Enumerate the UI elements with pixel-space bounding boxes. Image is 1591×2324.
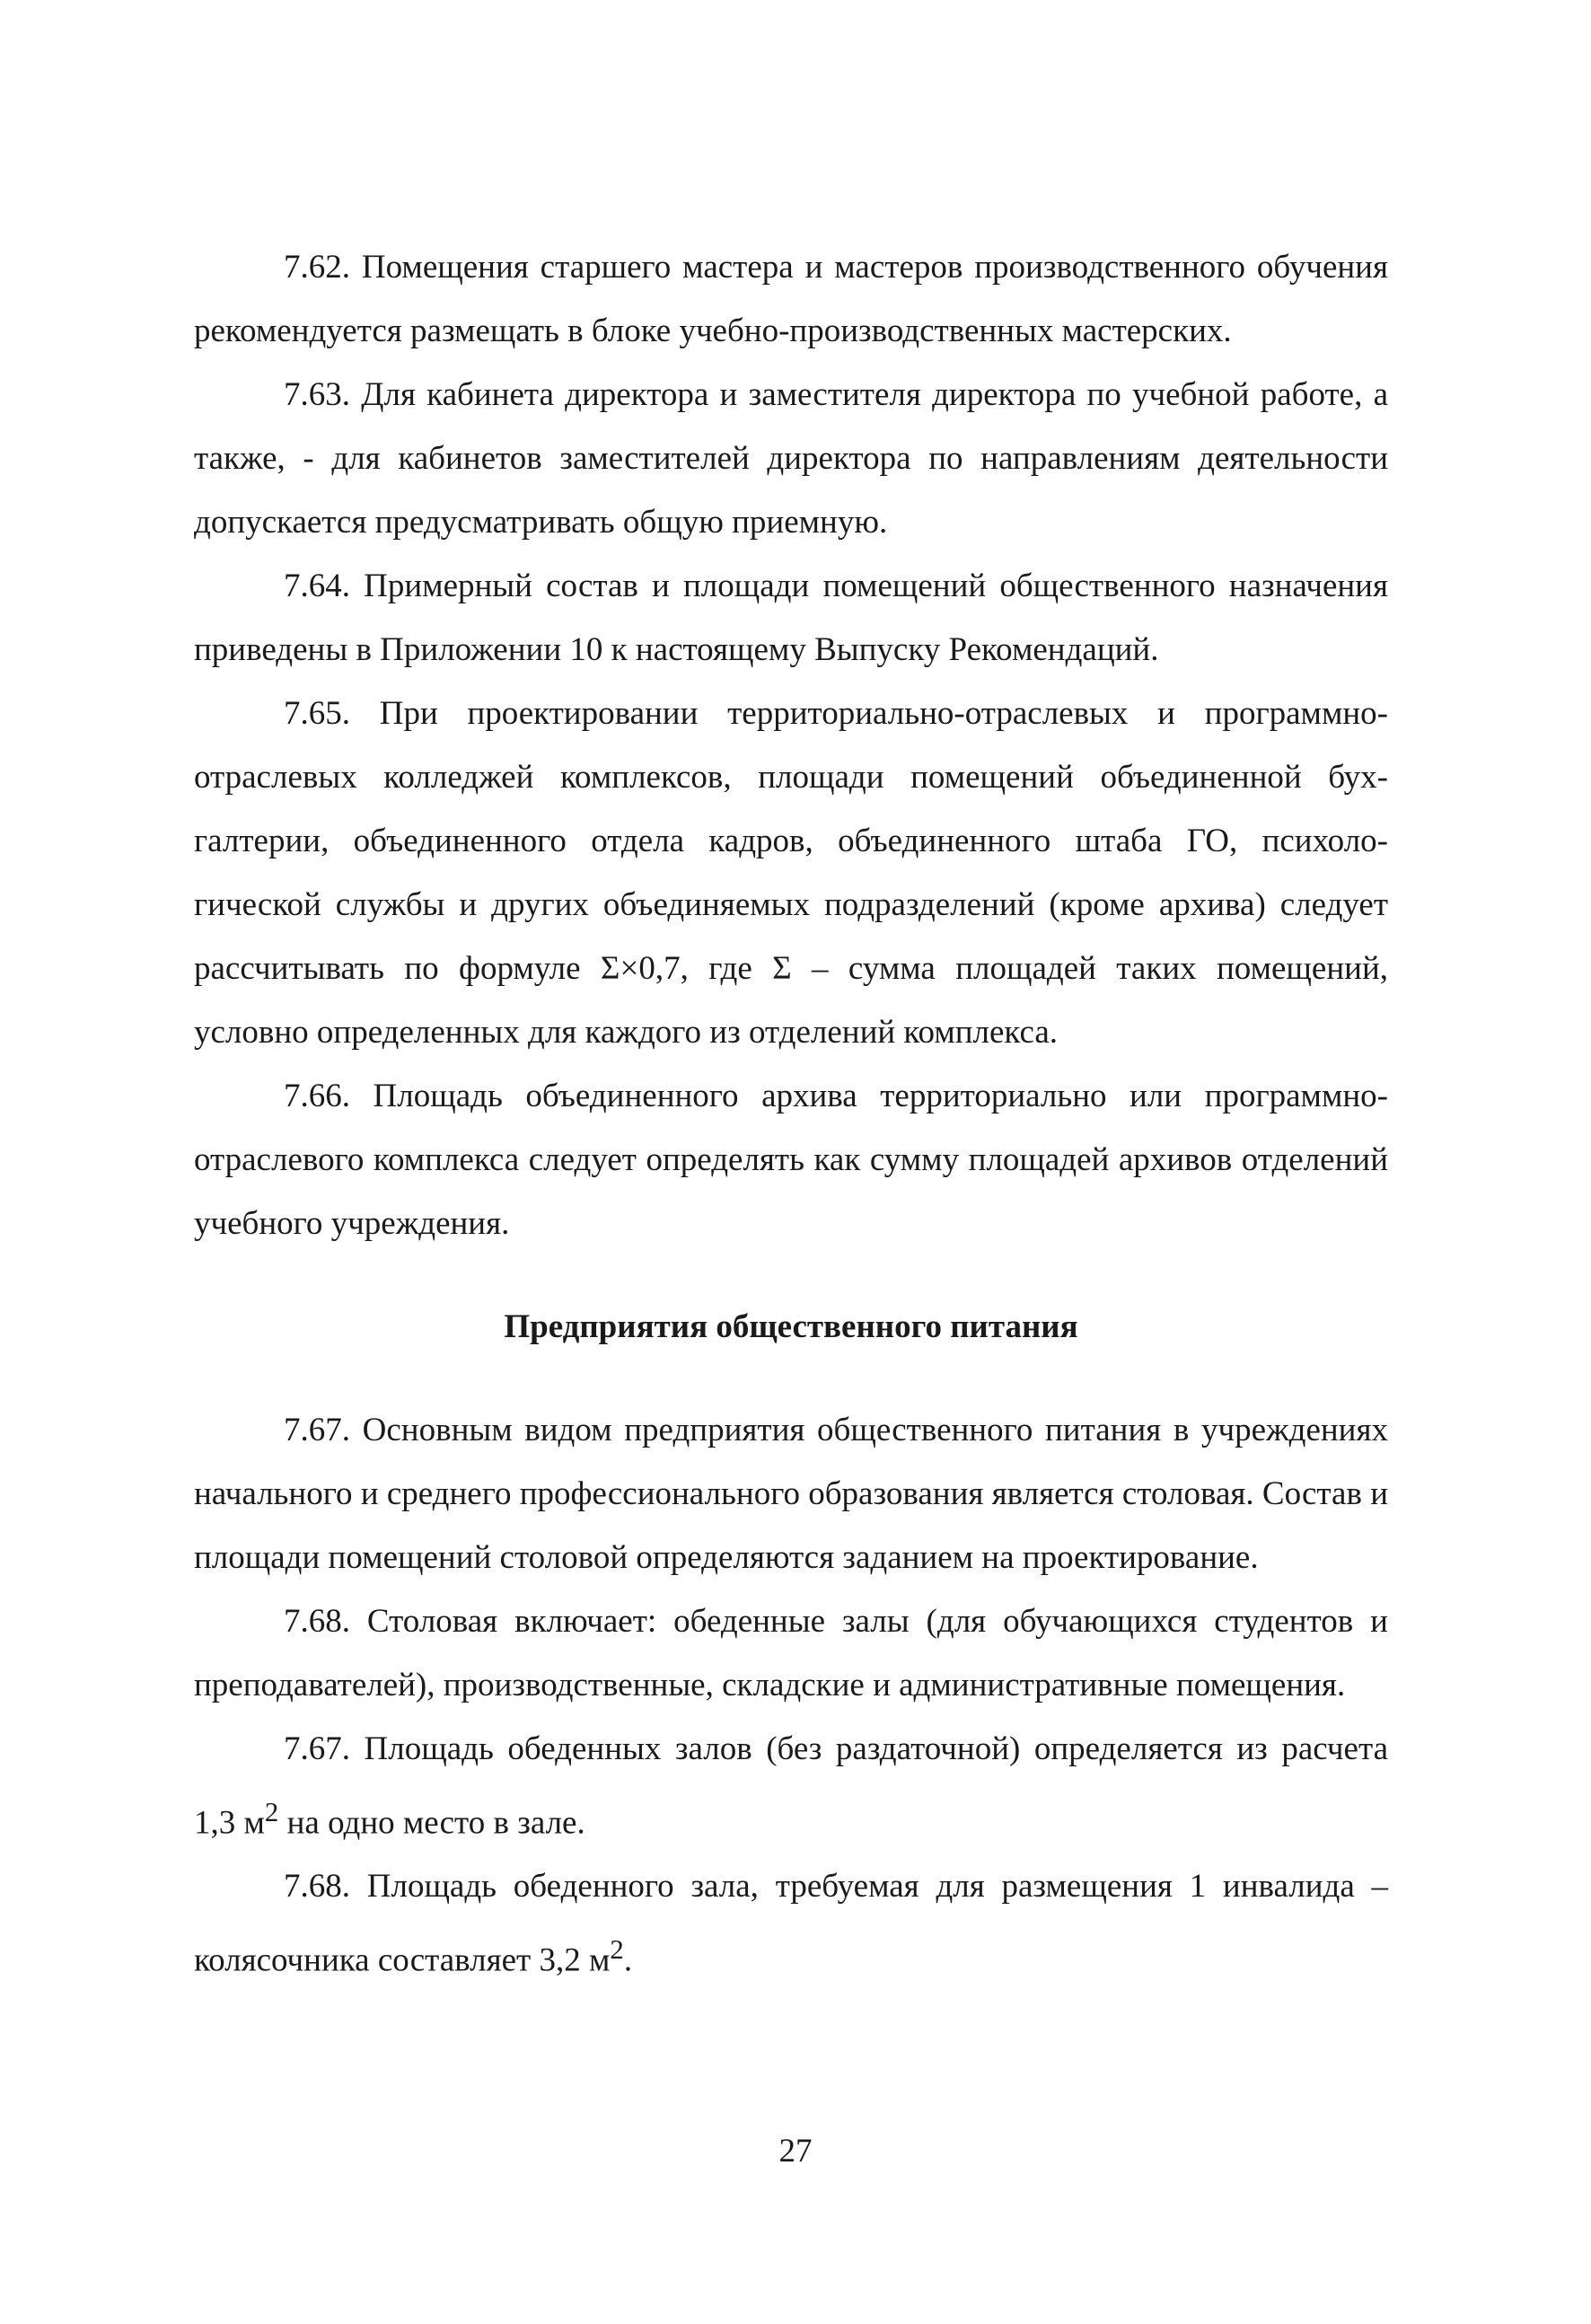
page-number: 27 — [778, 2133, 813, 2170]
paragraph-7-63: 7.63. Для кабинета директора и заместителя директора по учебной работе, а также, - для кабинетов заместителей директора по направлениям деятельности допускается предусматривать общую приемную. — [194, 376, 1388, 541]
paragraph-7-64: 7.64. Примерный состав и площади помещений общественного назначения приведены в Приложении 10 к настоящему Выпуску Рекомендаций. — [194, 568, 1388, 668]
paragraph-text-end: . — [623, 1941, 633, 1979]
section-heading: Предприятия общественного питания — [504, 1308, 1078, 1345]
paragraph-7-65: 7.65. При проектировании территориально-отраслевых и программно-отраслевых колледжей комплексов, площади помещений объединенной бухгалтерии, объединенного отдела кадров, объединенного штаба ГО, психологической службы и других объединяемых подразделений (кроме архива) следует рассчитывать по формуле Σ×0,7, где Σ – сумма площадей таких помещений, условно определенных для каждого из отделений комплекса. — [194, 695, 1388, 1051]
paragraph-text-end: на одно место в зале. — [278, 1804, 585, 1842]
paragraph-7-66: 7.66. Площадь объединенного архива территориально или программно-отраслевого комплекса следует определять как сумму площадей архивов отделений учебного учреждения. — [194, 1078, 1388, 1242]
paragraph-7-67-area — [194, 1717, 1388, 1854]
paragraph-text: 7.68. Площадь обеденного зала, требуемая для размещения 1 инвалида – колясочника составляет 3,2 м — [194, 1868, 1388, 1979]
page-body — [194, 235, 1388, 1993]
paragraph-7-62: 7.62. Помещения старшего мастера и мастеров производственного обучения рекомендуется размещать в блоке учебно-производственных мастерских. — [194, 249, 1388, 349]
superscript: 2 — [264, 1797, 279, 1827]
superscript: 2 — [610, 1934, 624, 1966]
paragraph-text: 7.67. Площадь обеденных залов (без раздаточной) определяется из расчета 1,3 м — [194, 1730, 1388, 1842]
paragraph-7-67: 7.67. Основным видом предприятия общественного питания в учреждениях начального и среднего профессионального образования является столовая. Состав и площади помещений столовой определяются заданием на проектирование. — [194, 1412, 1388, 1576]
paragraph-7-68: 7.68. Столовая включает: обеденные залы (для обучающихся студентов и преподавателей), производственные, складские и административные помещения. — [194, 1603, 1388, 1703]
paragraph-7-68-area — [194, 1854, 1388, 1992]
